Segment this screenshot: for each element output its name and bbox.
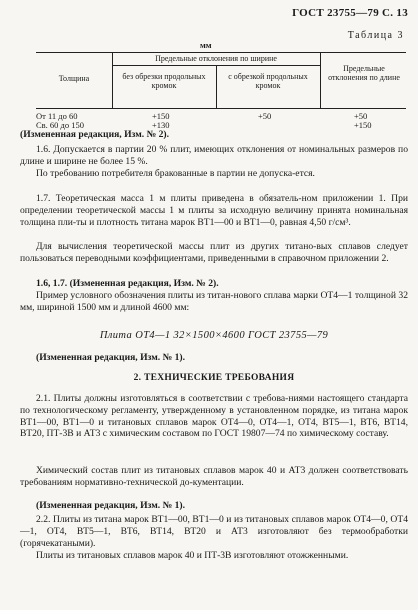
document-page: ГОСТ 23755—79 С. 13 Таблица 3 мм Толщина Предельные отклонения по ширине без обрезки продольных кромок с обрезкой продольных кромок Предельные отклонения по длине От 11 до 60 +150 +50 +50 Св. 60 до 150 +130 +150 (Измененная редакция, Изм. № 2). 1.6. Допускается в партии 20 % плит, имеющих отклонения от номинальных размеров по длине и ширине не более 15 %. По требованию потребителя бракованные в партии не допуска-ется. 1.7. Теоретическая масса 1 м плиты приведена в обязатель-ном приложении 1. При определении теоретической массы 1 м плиты за исходную величину принята номинальная толщина пли-ты и плотность титана марок ВТ1—00 и ВТ1—0, равная 4,50 г/см³. Для вычисления теоретической массы плит из других титано-вых сплавов следует пользоваться переводными коэффициентами, приведенными в справочном приложении 2. 1.6, 1.7. (Измененная редакция, Изм. № 2). Пример условного обозначения плиты из титан-нового сплава марки ОТ4—1 толщиной 32 мм, шириной 1500 мм и длиной 4600 мм: Плита ОТ4—1 32×1500×4600 ГОСТ 23755—79 (Измененная редакция, Изм. № 1). 2. ТЕХНИЧЕСКИЕ ТРЕБОВАНИЯ 2.1. Плиты должны изготовляться в соответствии с требова-ниями настоящего стандарта по технологическому регламенту, утвержденному в установленном порядке, из титана марок ВТ1—00, ВТ1—0 и титановых сплавов марок ОТ4—0, ОТ4—1, ОТ4, ВТ5—1, ВТ6, ВТ14, ВТ20, ПТ-3В и АТ3 с химическим составом по ГОСТ 19807—74 по химическому составу. Химический состав плит из титановых сплавов марок 40 и АТ3 должен соответствовать требованиям нормативно-технической до-кументации. (Измененная редакция, Изм. № 1). 2.2. Плиты из титана марок ВТ1—00, ВТ1—0 и из титановых сплавов марок ОТ4—0, ОТ4—1, ОТ4, ВТ5—1, ВТ6, ВТ14, ВТ20 и АТ3 изготовляют без термообработки (горячекатаными). Плиты из титановых сплавов марок 40 и ПТ-3В изготовляют отожженными.: [20, 7, 408, 561]
col-width-group: Предельные отклонения по ширине: [155, 54, 277, 63]
example-paragraph: Пример условного обозначения плиты из титан-нового сплава марки ОТ4—1 толщиной 32 мм, шириной 1500 мм и длиной 4600 мм:: [20, 290, 408, 313]
paragraph-2-2: 2.2. Плиты из титана марок ВТ1—00, ВТ1—0 и из титановых сплавов марок ОТ4—0, ОТ4—1, ОТ4, ВТ5—1, ВТ6, ВТ14, ВТ20 и АТ3 изготовляют без термообработки (горячекатаными).: [20, 514, 408, 549]
paragraph-1-6b: По требованию потребителя бракованные в партии не допуска-ется.: [36, 168, 315, 179]
col-trim: с обрезкой продольных кромок: [228, 72, 308, 90]
col-no-trim: без обрезки продольных кромок: [122, 72, 206, 90]
amendment-note: (Измененная редакция, Изм. № 1).: [36, 352, 186, 363]
table-label: Таблица 3: [347, 30, 404, 41]
paragraph-1-7: 1.7. Теоретическая масса 1 м плиты приведена в обязатель-ном приложении 1. При определении теоретической массы 1 м плиты за исходную величину принята номинальная толщина пли-ты и плотность титана марок ВТ1—00 и ВТ1—0, равная 4,50 г/см³.: [20, 193, 408, 228]
section-heading: 2. ТЕХНИЧЕСКИЕ ТРЕБОВАНИЯ: [133, 373, 295, 383]
paragraph-2-1: 2.1. Плиты должны изготовляться в соответствии с требова-ниями настоящего стандарта по технологическому регламенту, утвержденному в установленном порядке, из титана марок ВТ1—00, ВТ1—0 и титановых сплавов марок ОТ4—0, ОТ4—1, ОТ4, ВТ5—1, ВТ6, ВТ14, ВТ20, ПТ-3В и АТ3 с химическим составом по ГОСТ 19807—74 по химическому составу.: [20, 393, 408, 440]
table-unit: мм: [200, 40, 212, 50]
col-thickness: Толщина: [58, 74, 90, 83]
amendment-note: (Измененная редакция, Изм. № 2).: [20, 129, 170, 140]
paragraph-2-1b: Химический состав плит из титановых сплавов марок 40 и АТ3 должен соответствовать требованиям нормативно-технической до-кументации.: [20, 465, 408, 488]
paragraph-1-7b: Для вычисления теоретической массы плит из других титано-вых сплавов следует пользоваться переводными коэффициентами, приведенными в справочном приложении 2.: [20, 241, 408, 264]
paragraph-1-6: 1.6. Допускается в партии 20 % плит, имеющих отклонения от номинальных размеров по длине и ширине не более 15 %.: [20, 144, 408, 167]
designation-formula: Плита ОТ4—1 32×1500×4600 ГОСТ 23755—79: [99, 330, 329, 341]
amendment-note: 1.6, 1.7. (Измененная редакция, Изм. № 2).: [36, 278, 219, 289]
amendment-note: (Измененная редакция, Изм. № 1).: [36, 500, 186, 511]
page-header: ГОСТ 23755—79 С. 13: [292, 7, 408, 19]
col-length: Предельные отклонения по длине: [328, 64, 400, 82]
paragraph-2-2b: Плиты из титановых сплавов марок 40 и ПТ-3В изготовляют отожженными.: [36, 550, 349, 561]
